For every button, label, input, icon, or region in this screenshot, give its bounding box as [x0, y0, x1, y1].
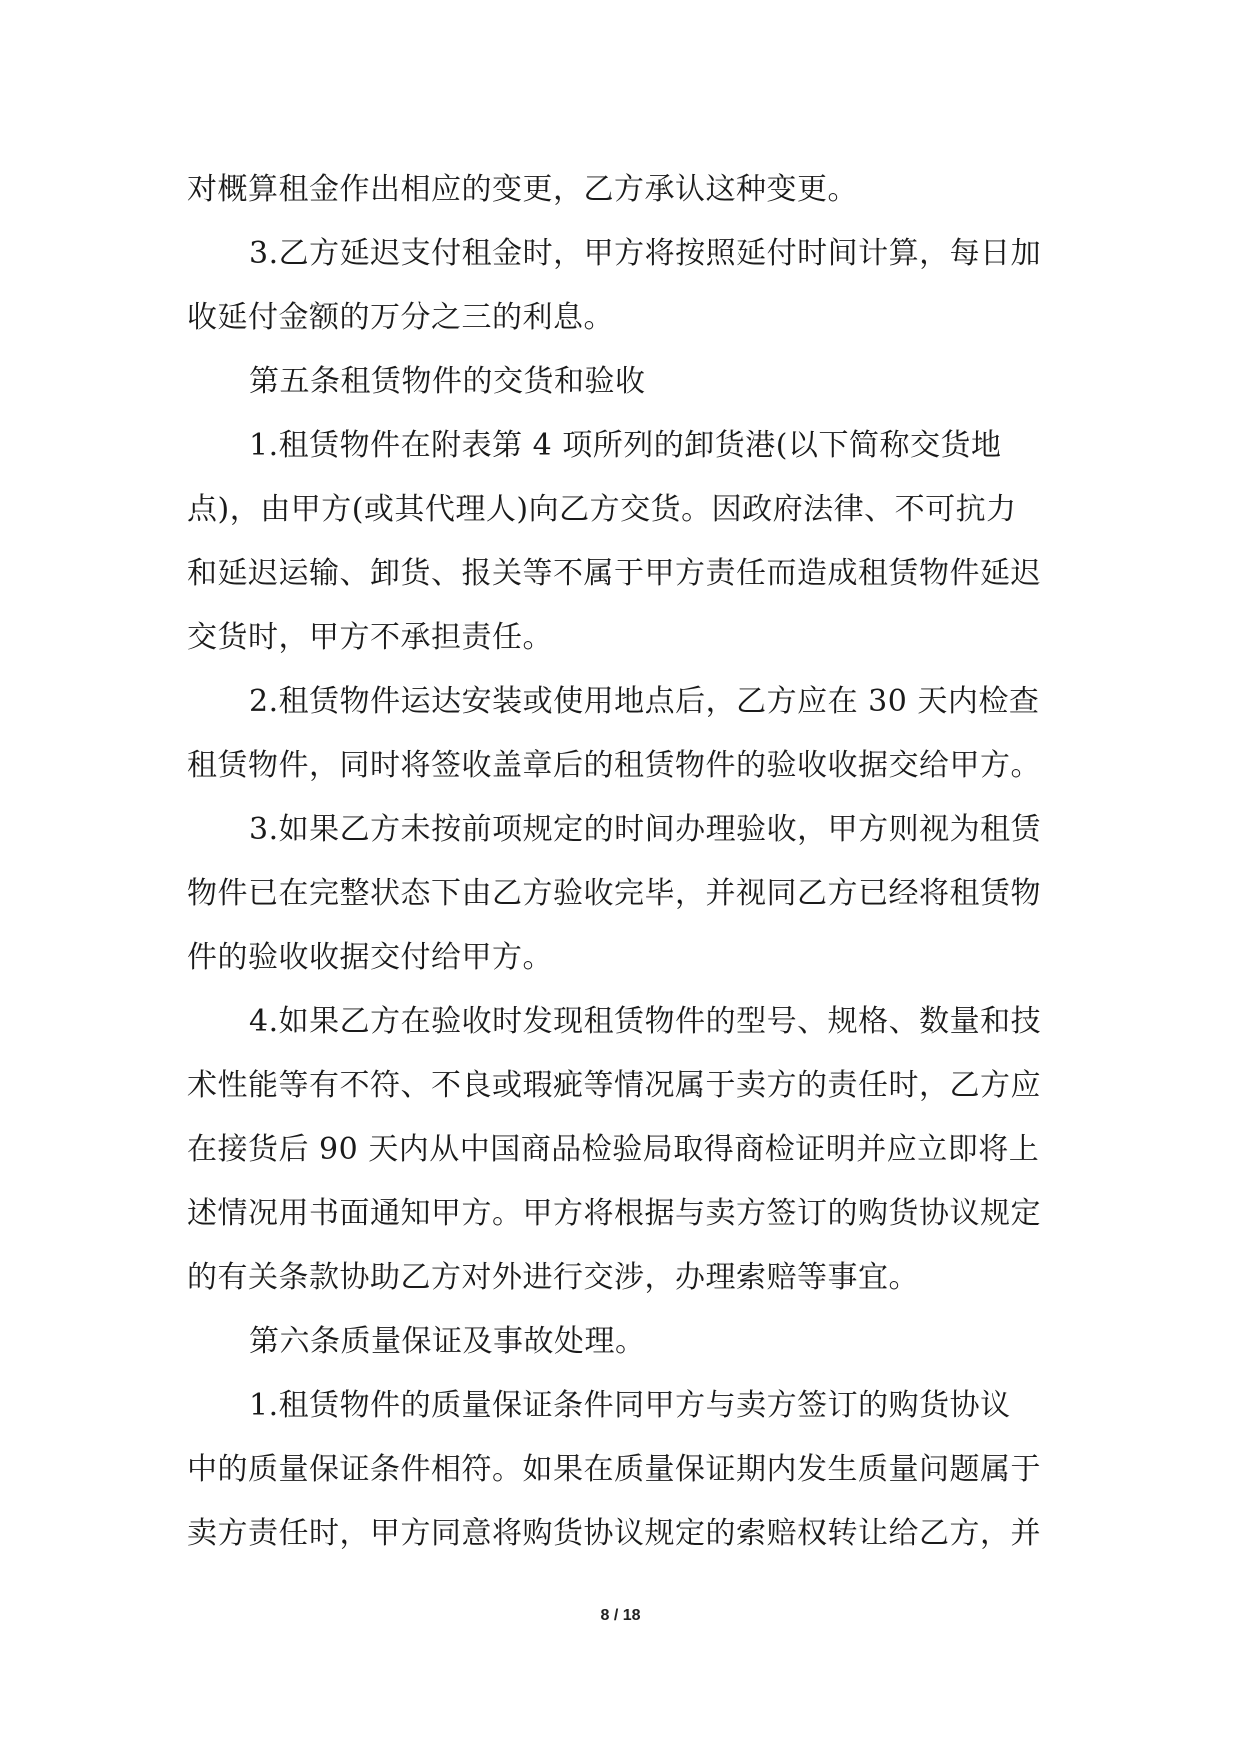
text-line: 交货时，甲方不承担责任。 — [187, 620, 553, 655]
text-line: 第六条质量保证及事故处理。 — [249, 1324, 646, 1359]
text-line: 1.租赁物件的质量保证条件同甲方与卖方签订的购货协议 — [249, 1388, 1011, 1423]
text-line: 3.如果乙方未按前项规定的时间办理验收，甲方则视为租赁 — [249, 812, 1042, 847]
text-line: 租赁物件，同时将签收盖章后的租赁物件的验收收据交给甲方。 — [187, 748, 1041, 783]
text-line: 点)，由甲方(或其代理人)向乙方交货。因政府法律、不可抗力 — [187, 492, 1017, 527]
text-line: 件的验收收据交付给甲方。 — [187, 940, 553, 975]
text-line: 卖方责任时，甲方同意将购货协议规定的索赔权转让给乙方，并 — [187, 1516, 1041, 1551]
text-line: 术性能等有不符、不良或瑕疵等情况属于卖方的责任时，乙方应 — [187, 1068, 1041, 1103]
text-line: 中的质量保证条件相符。如果在质量保证期内发生质量问题属于 — [187, 1452, 1041, 1487]
text-line: 物件已在完整状态下由乙方验收完毕，并视同乙方已经将租赁物 — [187, 876, 1041, 911]
document-body — [187, 158, 1057, 1566]
text-line: 4.如果乙方在验收时发现租赁物件的型号、规格、数量和技 — [249, 1004, 1042, 1039]
text-line: 述情况用书面通知甲方。甲方将根据与卖方签订的购货协议规定 — [187, 1196, 1041, 1231]
text-line: 收延付金额的万分之三的利息。 — [187, 300, 614, 335]
text-line: 对概算租金作出相应的变更，乙方承认这种变更。 — [187, 172, 858, 207]
text-line: 1.租赁物件在附表第 4 项所列的卸货港(以下简称交货地 — [249, 428, 1002, 463]
page-number: 8 / 18 — [600, 1607, 641, 1624]
text-line: 的有关条款协助乙方对外进行交涉，办理索赔等事宜。 — [187, 1260, 919, 1295]
text-line: 3.乙方延迟支付租金时，甲方将按照延付时间计算，每日加 — [249, 236, 1042, 271]
text-line: 和延迟运输、卸货、报关等不属于甲方责任而造成租赁物件延迟 — [187, 556, 1041, 591]
text-line: 2.租赁物件运达安装或使用地点后，乙方应在 30 天内检查 — [249, 684, 1040, 719]
text-line: 在接货后 90 天内从中国商品检验局取得商检证明并应立即将上 — [187, 1132, 1040, 1167]
text-line: 第五条租赁物件的交货和验收 — [249, 364, 646, 399]
